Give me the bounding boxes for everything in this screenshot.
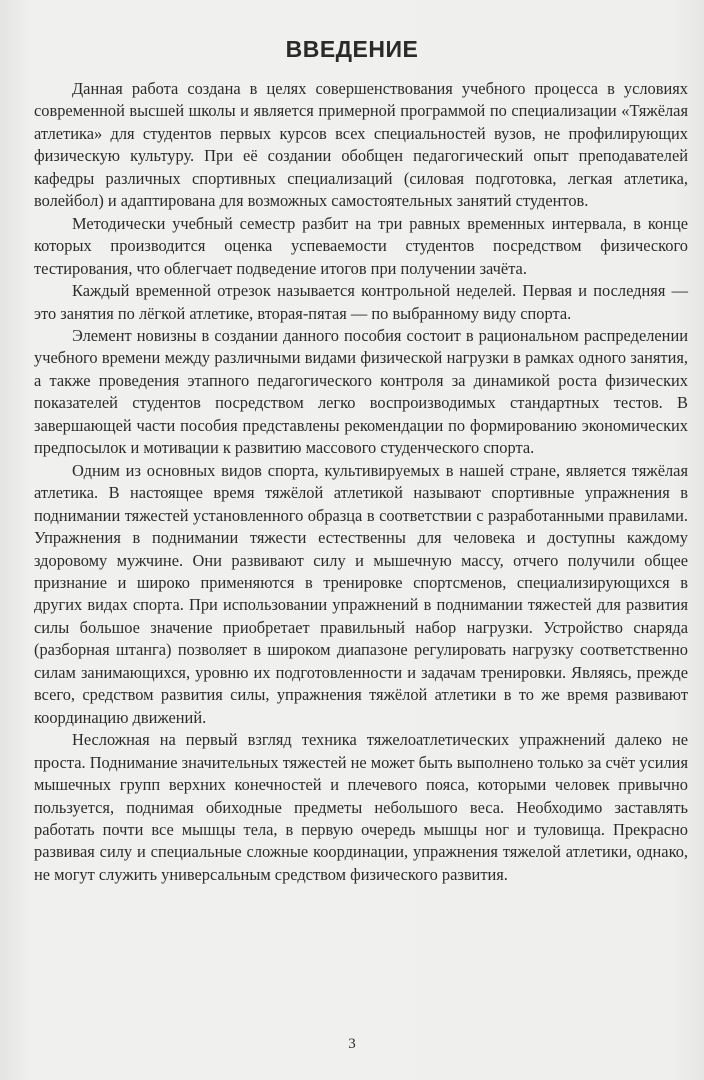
paragraph: Данная работа создана в целях совершенствования учебного процесса в условиях современной высшей школы и является примерной программой по специализации «Тяжёлая атлетика» для студентов первых курсов всех специальностей вузов, не профилирующих физическую культуру. При её создании обобщен педагогический опыт преподавателей кафедры различных спортивных специализаций (силовая подготовка, легкая атлетика, волейбол) и адаптирована для возможных самостоятельных занятий студентов. [34, 79, 688, 211]
page-title: ВВЕДЕНИЕ [285, 36, 419, 62]
paragraph: Элемент новизны в создании данного пособия состоит в рациональном распределении учебного времени между различными видами физической нагрузки в рамках одного занятия, а также проведения этапного педагогического контроля за динамикой роста физических показателей студентов посредством легко воспроизводимых стандартных тестов. В завершающей части пособия представлены рекомендации по формированию экономических предпосылок и мотивации к развитию массового студенческого спорта. [34, 325, 688, 458]
paragraph: Одним из основных видов спорта, культивируемых в нашей стране, является тяжёлая атлетика. В настоящее время тяжёлой атлетикой называют спортивные упражнения в поднимании тяжестей установленного образца в соответствии с разработанными правилами. Упражнения в поднимании тяжести естественны для человека и доступны каждому здоровому мужчине. Они развивают силу и мышечную массу, отчего получили общее признание и широко применяются в тренировке спортсменов, специализирующихся в других видах спорта. При использовании упражнений в поднимании тяжестей для развития силы большое значение приобретает правильный набор нагрузки. Устройство снаряда (разборная штанга) позволяет в широком диапазоне регулировать нагрузку соответственно силам занимающихся, уровню их подготовленности и задачам тренировки. Являясь, прежде всего, средством развития силы, упражнения тяжёлой атлетики в то же время развивают координацию движений. [34, 460, 688, 727]
paragraph: Методически учебный семестр разбит на три равных временных интервала, в конце которых производится оценка успеваемости студентов посредством физического тестирования, что облегчает подведение итогов при получении зачёта. [34, 213, 688, 278]
body-text [34, 78, 688, 886]
paragraph: Несложная на первый взгляд техника тяжелоатлетических упражнений далеко не проста. Поднимание значительных тяжестей не может быть выполнено только за счёт усилия мышечных групп верхних конечностей и плечевого пояса, которыми человек привычно пользуется, поднимая обиходные предметы небольшого веса. Необходимо заставлять работать почти все мышцы тела, в первую очередь мышцы ног и туловища. Прекрасно развивая силу и специальные сложные координации, упражнения тяжелой атлетики, однако, не могут служить универсальным средством физического развития. [34, 730, 688, 884]
paragraph: Каждый временной отрезок называется контрольной неделей. Первая и последняя — это занятия по лёгкой атлетике, вторая-пятая — по выбранному виду спорта. [34, 281, 688, 323]
page-number: 3 [348, 1036, 356, 1052]
